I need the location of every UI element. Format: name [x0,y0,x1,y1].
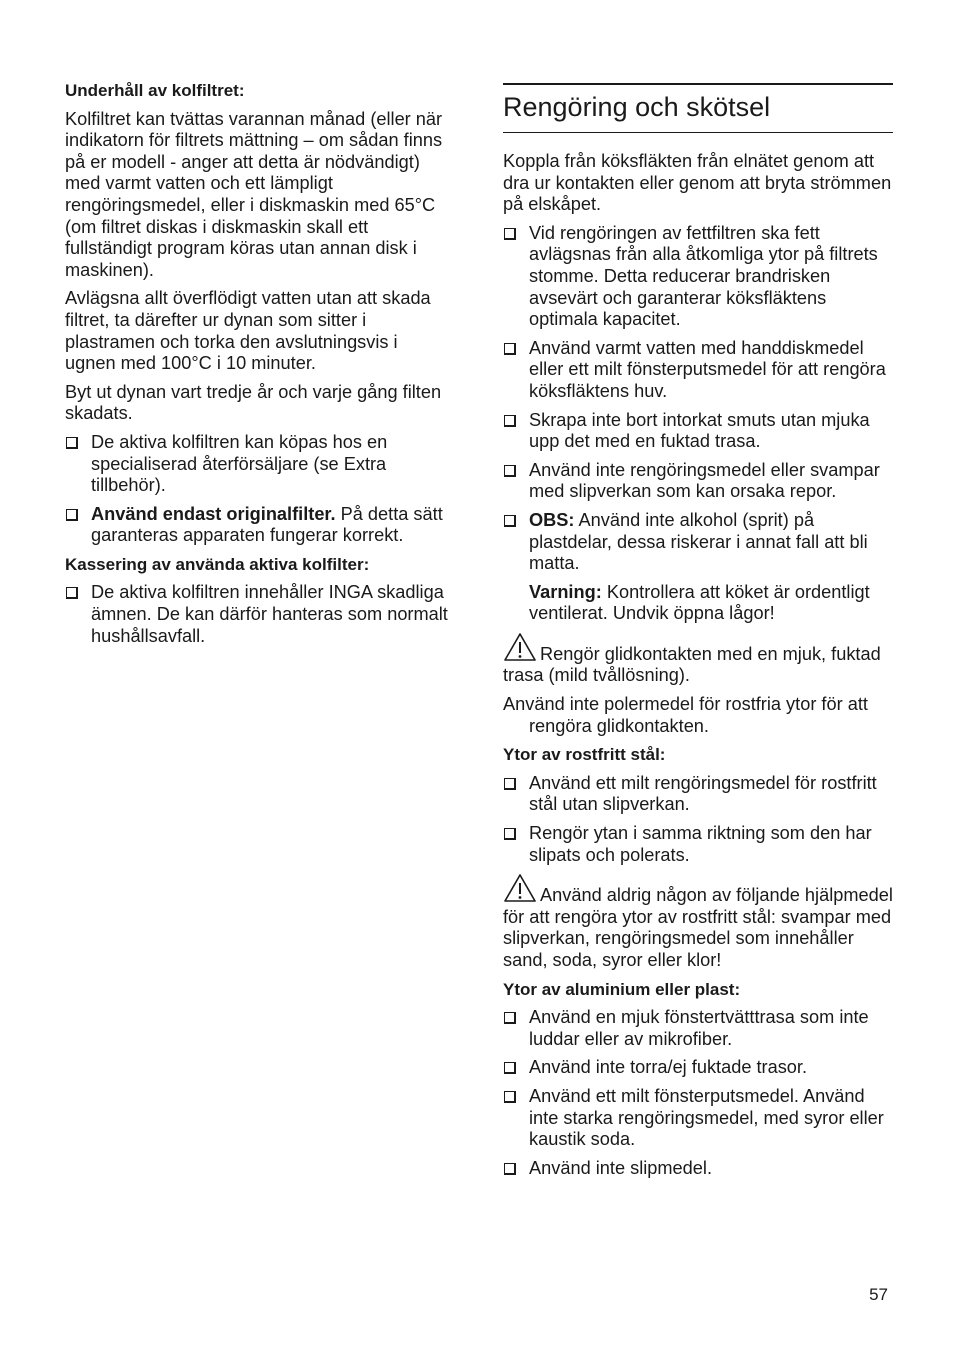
section-title-bar [503,83,893,133]
heading-carbon-filter-maintenance: Underhåll av kolfiltret: [65,81,245,100]
list-item-obs: OBS: Använd inte alkohol (sprit) på plastdelar, dessa riskerar i annat fall att bli matta. [503,510,893,575]
bullet-list [503,773,893,866]
checkbox-bullet-icon [504,1012,516,1024]
checkbox-bullet-icon [504,415,516,427]
bullet-list [503,223,893,575]
checkbox-bullet-icon [504,1062,516,1074]
heading-aluminium-plastic: Ytor av aluminium eller plast: [503,979,741,999]
warning-slide-contact: Rengör glidkontakten med en mjuk, fuktad trasa (mild tvållösning). [503,632,893,687]
list-item: Rengör ytan i samma riktning som den har slipats och polerats. [503,823,893,866]
checkbox-bullet-icon [504,228,516,240]
list-item: Använd varmt vatten med handdiskmedel eller ett milt fönsterputsmedel för att rengöra köksfläktens huv. [503,338,893,403]
heading-disposal: Kassering av använda aktiva kolfilter: [65,554,370,574]
list-item: Använd inte torra/ej fuktade trasor. [503,1057,893,1079]
list-item: De aktiva kolfiltren innehåller INGA skadliga ämnen. De kan därför hanteras som normalt hushållsavfall. [65,582,450,647]
warning-triangle-icon [503,632,537,662]
list-item: Vid rengöringen av fettfiltren ska fett avlägsnas från alla åtkomliga ytor på filtrets stomme. Detta reducerar brandrisken avsevärt och garanterar köksfläktens optimala kapacitet. [503,223,893,331]
list-item: Använd inte slipmedel. [503,1158,893,1180]
list-item: Använd ett milt rengöringsmedel för rostfritt stål utan slipverkan. [503,773,893,816]
checkbox-bullet-icon [504,515,516,527]
paragraph-dry-filter: Avlägsna allt överflödigt vatten utan att skada filtret, ta därefter ur dynan som sitter i plastramen och torka den avslutningsvis i ugnen med 100°C i 10 minuter. [65,288,431,374]
heading-stainless-steel: Ytor av rostfritt stål: [503,745,666,765]
bullet-list [65,582,450,647]
left-column [65,80,450,654]
checkbox-bullet-icon [66,587,78,599]
paragraph-wash-filter: Kolfiltret kan tvättas varannan månad (eller när indikatorn för filtrets mättning – om sådan finns på er modell - anger att detta är nödvändigt) med varmt vatten och ett lämpligt rengöringsmedel, eller i diskmaskin med 65°C (om filtret diskas i diskmaskin skall ett fullständigt program köras utan annan disk i maskinen). [65,108,443,280]
paragraph-no-polish: Använd inte polermedel för rostfria ytor för att rengöra glidkontakten. [503,694,868,736]
checkbox-bullet-icon [504,1091,516,1103]
checkbox-bullet-icon [504,1163,516,1175]
checkbox-bullet-icon [66,437,78,449]
warning-triangle-icon [503,873,537,903]
warning-ventilation: Varning: Kontrollera att köket är ordentligt ventilerat. Undvik öppna lågor! [529,581,870,624]
checkbox-bullet-icon [504,465,516,477]
bullet-list [65,432,450,547]
paragraph-replace-pad: Byt ut dynan vart tredje år och varje gång filten skadats. [65,381,442,424]
list-item: De aktiva kolfiltren kan köpas hos en specialiserad återförsäljare (se Extra tillbehör). [65,432,450,497]
bullet-list [503,1007,893,1179]
warning-steel-cleaning: Använd aldrig någon av följande hjälpmedel för att rengöra ytor av rostfritt stål: svampar med slipverkan, rengöringsmedel som innehåller sand, soda, syror eller klor! [503,873,893,971]
page-number: 57 [869,1285,888,1304]
list-item: Använd en mjuk fönstertvätttrasa som inte luddar eller av mikrofiber. [503,1007,893,1050]
list-item: Använd endast originalfilter. På detta sätt garanteras apparaten fungerar korrekt. [65,504,450,547]
list-item: Använd inte rengöringsmedel eller svampar med slipverkan som kan orsaka repor. [503,460,893,503]
list-item: Använd ett milt fönsterputsmedel. Använd inte starka rengöringsmedel, med syror eller kaustik soda. [503,1086,893,1151]
checkbox-bullet-icon [504,828,516,840]
paragraph-intro: Koppla från köksfläkten från elnätet genom att dra ur kontakten eller genom att bryta strömmen på elskåpet. [503,151,892,215]
checkbox-bullet-icon [66,509,78,521]
list-item: Skrapa inte bort intorkat smuts utan mjuka upp det med en fuktad trasa. [503,410,893,453]
checkbox-bullet-icon [504,778,516,790]
checkbox-bullet-icon [504,343,516,355]
page-title: Rengöring och skötsel [503,92,771,122]
right-column [503,80,893,1186]
